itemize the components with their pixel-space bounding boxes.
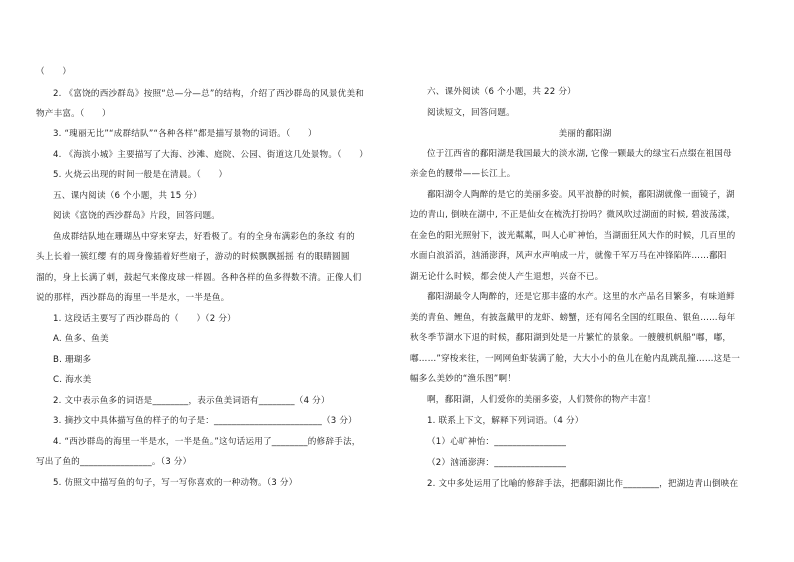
article-line: 鄱阳湖令人陶醉的是它的美丽多姿。风平浪静的时候，鄱阳湖就像一面镜子，湖 xyxy=(427,190,735,200)
judgment-q2-line2: 物产丰富。（ ） xyxy=(36,109,111,119)
reading2-q1-item1: （1）心旷神怡：________________ xyxy=(427,437,567,447)
reading-q2: 2. 文中表示鱼多的词语是________，表示鱼美词语有________（4 分） xyxy=(53,396,330,406)
judgment-q3: 3. “瑰丽无比”“成群结队”“各种各样”都是描写景物的词语。（ ） xyxy=(53,129,317,139)
reading-q4-line2: 写出了鱼的________________。（3 分） xyxy=(36,457,192,467)
reading-q5: 5. 仿照文中描写鱼的句子，写一写你喜欢的一种动物。（3 分） xyxy=(53,478,298,488)
article-line: 嘟……”穿梭来往，一网网鱼虾装满了舱，大大小小的鱼儿在舱内乱跳乱撞……这是一 xyxy=(410,354,741,364)
article-line: 湖无论什么时候，都会使人产生退想，兴奋不已。 xyxy=(410,272,604,282)
section5-intro: 阅读《富饶的西沙群岛》片段，回答问题。 xyxy=(53,211,221,221)
article-line: 鄱阳湖最令人陶醉的，还是它那丰盛的水产。这里的水产品名目繁多，有味道鲜 xyxy=(427,292,735,302)
article-line: 亲金色的腰带——长江上。 xyxy=(410,169,516,179)
passage-line: 鱼成群结队地在珊瑚丛中穿来穿去，好看极了。有的全身布满彩色的条纹 有的 xyxy=(53,232,355,242)
judgment-q5: 5. 火烧云出现的时间一般是在清晨。（ ） xyxy=(53,170,228,180)
section6-intro: 阅读短文，回答问题。 xyxy=(427,108,515,118)
article-line: 秋冬季节湖水下退的时候，鄱阳湖到处是一片繁忙的景象。一艘艘机帆船“嘟，嘟， xyxy=(410,333,732,343)
article-closing: 啊，鄱阳湖，人们爱你的美丽多姿，人们赞你的物产丰富！ xyxy=(427,395,656,405)
reading2-q2: 2. 文中多处运用了比喻的修辞手法，把鄱阳湖比作________，把湖边青山倒映在 xyxy=(427,479,739,489)
reading-q1: 1. 这段话主要写了西沙群岛的（ ）（2 分） xyxy=(53,314,236,324)
article-line: 在金色的阳光照射下，波光粼粼，叫人心旷神怡，当湖面狂风大作的时候，几百里的 xyxy=(410,231,736,241)
reading-q3: 3. 摘抄文中具体描写鱼的样子的句子是：________________________（3 分） xyxy=(53,416,357,426)
reading-q1-option-a: A. 鱼多、鱼美 xyxy=(53,334,109,344)
passage-line: 溜的，身上长满了刺，鼓起气来像皮球一样圆。各种各样的鱼多得数不清。正像人们 xyxy=(36,273,362,283)
article-line: 水面白浪滔滔，汹涌澎湃，风声水声响成一片，就像千军万马在冲锋陷阵……鄱阳 xyxy=(410,251,727,261)
reading2-q1: 1. 联系上下文，解释下列词语。（4 分） xyxy=(427,416,584,426)
article-title: 美丽的鄱阳湖 xyxy=(558,129,612,139)
reading-q4-line1: 4. “西沙群岛的海里一半是水，一半是鱼。”这句话运用了________的修辞手法， xyxy=(53,437,361,447)
section6-title: 六、课外阅读（6 个小题，共 22 分） xyxy=(427,87,576,97)
reading2-q1-item2: （2）汹涌澎湃：________________ xyxy=(427,458,567,468)
judgment-q4: 4. 《海滨小城》主要描写了大海、沙滩、庭院、公园、街道这几处景物。（ ） xyxy=(53,150,369,160)
judgment-q2-line1: 2. 《富饶的西沙群岛》按照“总—分—总”的结构，介绍了西沙群岛的风景优美和 xyxy=(53,89,365,99)
section5-title: 五、课内阅读（6 个小题，共 15 分） xyxy=(53,191,202,201)
judgment-q1-tail: （ ） xyxy=(36,67,72,77)
article-line: 位于江西省的鄱阳湖是我国最大的淡水湖, 它像一颗最大的绿宝石点缀在祖国母 xyxy=(427,149,732,159)
reading-q1-option-b: B. 珊瑚多 xyxy=(53,355,92,365)
passage-line: 头上长着一簇红缨 有的周身像插着好些扇子，游动的时候飘飘摇摇 有的眼睛圆圆 xyxy=(36,252,350,262)
article-line: 幅多么美妙的“渔乐图”啊！ xyxy=(410,374,517,384)
reading-q1-option-c: C. 海水美 xyxy=(53,375,92,385)
article-line: 边的青山, 倒映在湖中, 不正是仙女在梳洗打扮吗？微风吹过湖面的时候, 碧波荡漾， xyxy=(410,210,736,220)
passage-line: 说的那样，西沙群岛的海里一半是水，一半是鱼。 xyxy=(36,293,230,303)
article-line: 美的青鱼、鲤鱼，有披盔戴甲的龙虾、螃蟹，还有闻名全国的红眼鱼、银鱼……每年 xyxy=(410,313,736,323)
